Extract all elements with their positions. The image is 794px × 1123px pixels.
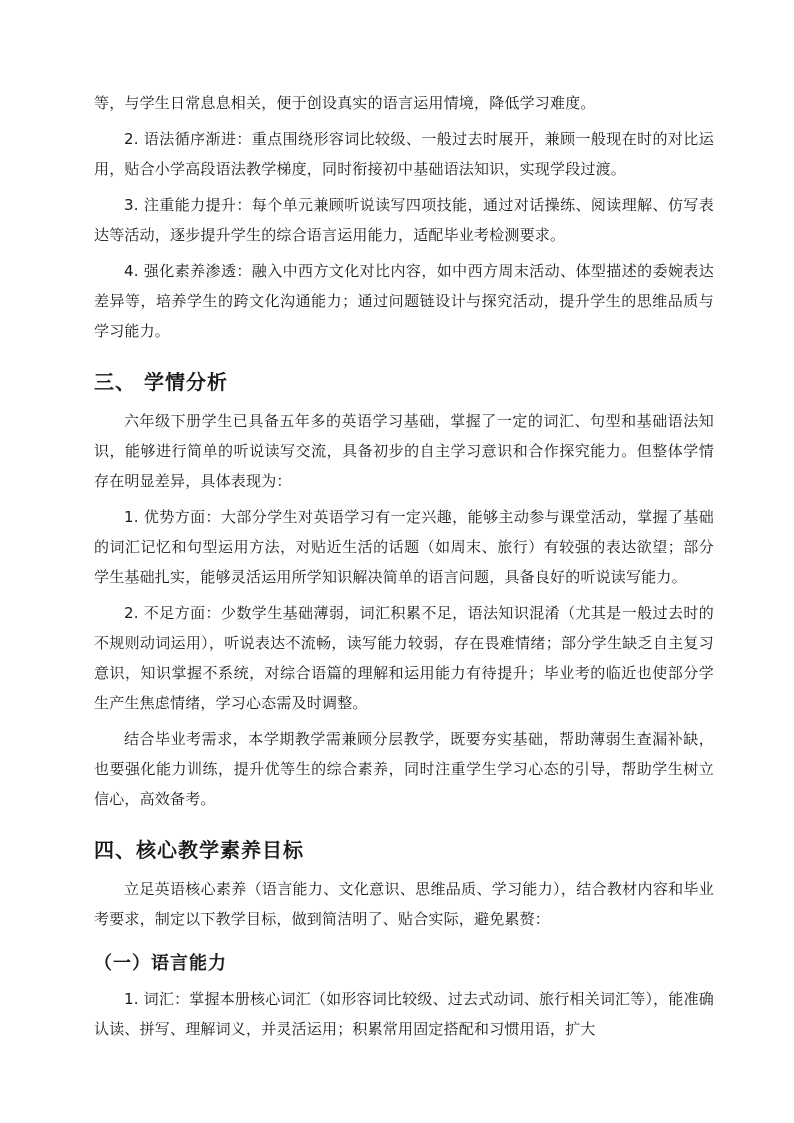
list-item-strengths: 1. 优势方面：大部分学生对英语学习有一定兴趣，能够主动参与课堂活动，掌握了基础的词汇记忆和句型运用方法，对贴近生活的话题（如周末、旅行）有较强的表达欲望；部分学生基础扎实，能够灵活运用所学知识解决简单的语言问题，具备良好的听说读写能力。	[94, 508, 714, 586]
paragraph-learning-intro: 六年级下册学生已具备五年多的英语学习基础，掌握了一定的词汇、句型和基础语法知识，能够进行简单的听说读写交流，具备初步的自主学习意识和合作探究能力。但整体学情存在明显差异，具体表现为：	[94, 412, 714, 490]
document-body	[94, 88, 714, 1050]
list-item-grammar: 2. 语法循序渐进：重点围绕形容词比较级、一般过去时展开，兼顾一般现在时的对比运用，贴合小学高段语法教学梯度，同时衔接初中基础语法知识，实现学段过渡。	[94, 130, 714, 178]
list-item-vocabulary: 1. 词汇：掌握本册核心词汇（如形容词比较级、过去式动词、旅行相关词汇等），能准确认读、拼写、理解词义，并灵活运用；积累常用固定搭配和习惯用语，扩大	[94, 990, 714, 1038]
section-heading-core-goals: 四、核心教学素养目标	[94, 838, 304, 862]
list-item-weaknesses: 2. 不足方面：少数学生基础薄弱，词汇积累不足，语法知识混淆（尤其是一般过去时的不规则动词运用），听说表达不流畅，读写能力较弱，存在畏难情绪；部分学生缺乏自主复习意识，知识掌握不系统，对综合语篇的理解和运用能力有待提升；毕业考的临近也使部分学生产生焦虑情绪，学习心态需及时调整。	[94, 604, 714, 712]
paragraph-learning-summary: 结合毕业考需求，本学期教学需兼顾分层教学，既要夯实基础，帮助薄弱生查漏补缺，也要强化能力训练，提升优等生的综合素养，同时注重学生学习心态的引导，帮助学生树立信心，高效备考。	[94, 730, 714, 808]
section-heading-learning-analysis: 三、 学情分析	[94, 370, 228, 394]
paragraph-continuation: 等，与学生日常息息相关，便于创设真实的语言运用情境，降低学习难度。	[94, 94, 596, 112]
subsection-heading-language-ability: （一）语言能力	[94, 953, 227, 974]
paragraph-goals-intro: 立足英语核心素养（语言能力、文化意识、思维品质、学习能力），结合教材内容和毕业考要求，制定以下教学目标，做到简洁明了、贴合实际，避免累赘：	[94, 880, 714, 928]
list-item-ability: 3. 注重能力提升：每个单元兼顾听说读写四项技能，通过对话操练、阅读理解、仿写表达等活动，逐步提升学生的综合语言运用能力，适配毕业考检测要求。	[94, 196, 714, 244]
list-item-literacy: 4. 强化素养渗透：融入中西方文化对比内容，如中西方周末活动、体型描述的委婉表达差异等，培养学生的跨文化沟通能力；通过问题链设计与探究活动，提升学生的思维品质与学习能力。	[94, 262, 714, 340]
